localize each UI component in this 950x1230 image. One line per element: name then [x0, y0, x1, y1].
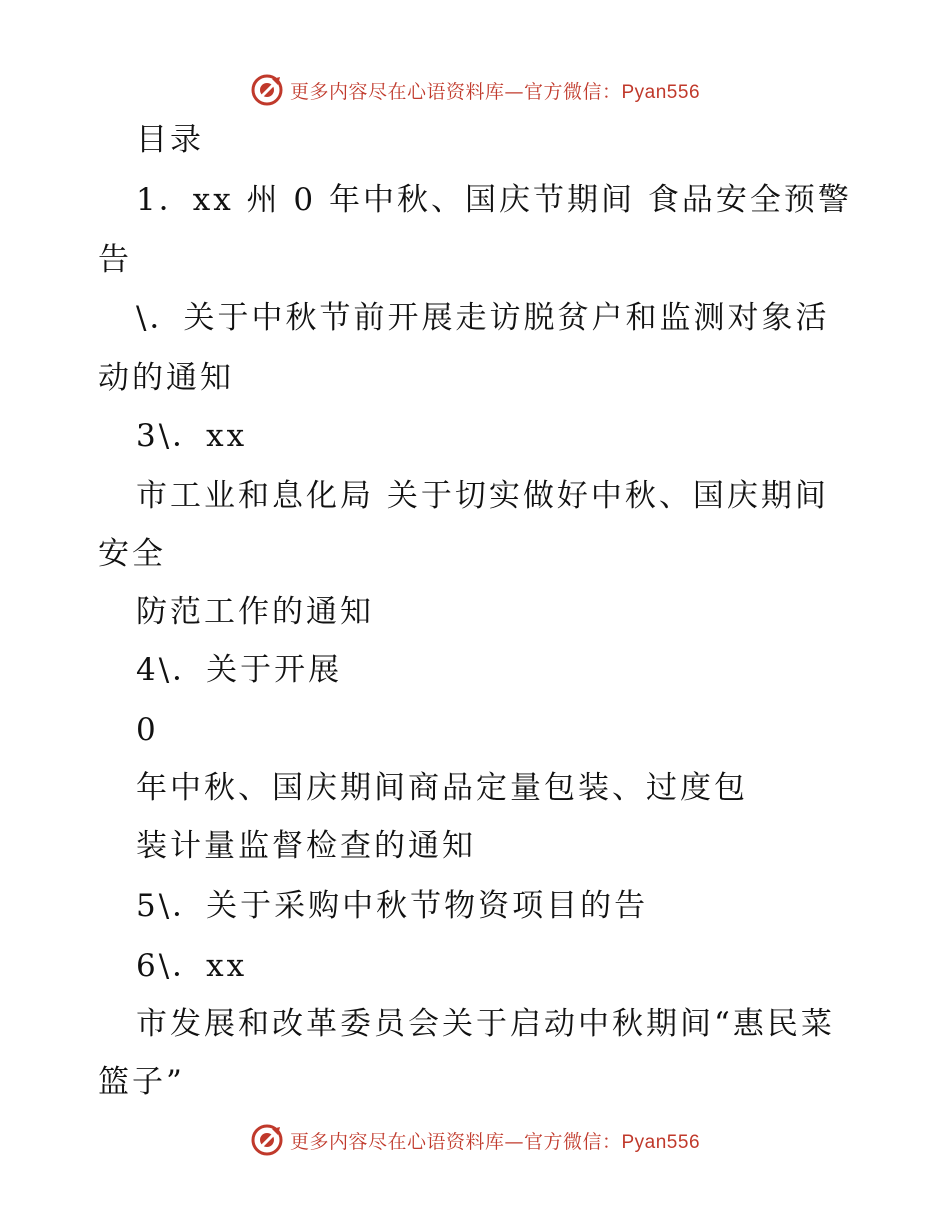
- toc-entry-line: 市发展和改革委员会关于启动中秋期间“惠民菜: [136, 1006, 835, 1042]
- toc-entry-line: 动的通知: [98, 360, 234, 396]
- toc-entry-line: 篮子”: [98, 1064, 185, 1100]
- toc-entry-line: 3\．xx: [136, 418, 248, 454]
- watermark-text: 更多内容尽在心语资料库—官方微信：Pyan556: [289, 1130, 701, 1153]
- seal-logo-icon: [250, 73, 284, 107]
- toc-entry-line: 6\．xx: [136, 948, 248, 984]
- toc-entry-line: 装计量监督检查的通知: [136, 828, 476, 864]
- toc-entry-line: \．关于中秋节前开展走访脱贫户和监测对象活: [136, 300, 830, 336]
- footer-watermark: [0, 1120, 950, 1160]
- toc-entry-line: 0: [136, 712, 159, 748]
- toc-entry-line: 4\．关于开展: [136, 652, 343, 688]
- toc-entry-line: 年中秋、国庆期间商品定量包装、过度包: [136, 770, 748, 806]
- toc-heading: 目录: [136, 122, 204, 158]
- header-watermark: [0, 70, 950, 110]
- toc-entry-line: 1．xx 州 0 年中秋、国庆节期间 食品安全预警: [136, 182, 852, 218]
- toc-entry-line: 防范工作的通知: [136, 594, 374, 630]
- seal-logo-icon: [250, 1123, 284, 1157]
- watermark-text: 更多内容尽在心语资料库—官方微信：Pyan556: [289, 80, 701, 103]
- toc-entry-line: 安全: [98, 536, 166, 572]
- toc-entry-line: 市工业和息化局 关于切实做好中秋、国庆期间: [136, 478, 829, 514]
- toc-entry-line: 告: [98, 242, 132, 278]
- toc-entry-line: 5\．关于采购中秋节物资项目的告: [136, 888, 649, 924]
